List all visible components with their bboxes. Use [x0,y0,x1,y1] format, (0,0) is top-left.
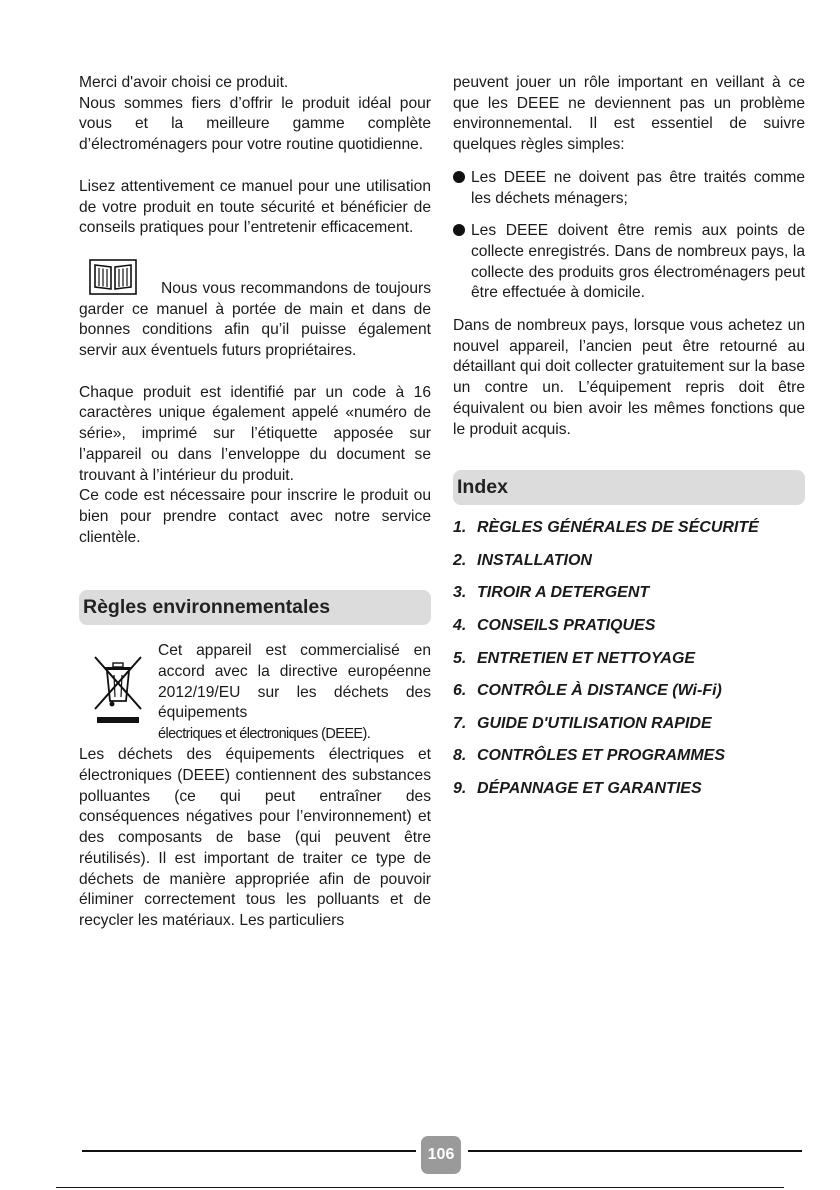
crossed-bin-icon [93,653,143,725]
weee-body-paragraph: Les déchets des équipements électriques et électroniques (DEEE) contiennent des substances polluantes (ce qui peut entraîner des conséquences négatives pour l’environnement) et des composants de base (qui peuvent être réutilisés). Il est important de traiter ce type de déchets de manière appropriée afin de pouvoir éliminer correctement tous les polluants et de recycler les matériaux. Les particuliers [79,746,431,929]
page-number-badge: 106 [421,1136,461,1174]
left-column [79,73,431,932]
environment-section-title: Règles environnementales [79,590,431,625]
keep-manual-block [79,259,431,362]
index-section-title: Index [453,470,805,505]
bullet-dot-icon [453,224,465,236]
weee-block [79,641,431,745]
index-item[interactable]: 2. INSTALLATION [453,551,592,569]
footer-rule-left [82,1150,416,1152]
read-manual-paragraph: Lisez attentivement ce manuel pour une utilisation de votre produit en toute sécurité et bénéficier de conseils pratiques pour l’entretenir efficacement. [79,177,431,237]
right-column [453,73,805,812]
serial-usage-paragraph: Ce code est nécessaire pour inscrire le produit ou bien pour prendre contact avec notre service clientèle. [79,487,431,546]
footer-rule-right [468,1150,802,1152]
index-item[interactable]: 1. RÈGLES GÉNÉRALES DE SÉCURITÉ [453,519,759,537]
index-item[interactable]: 6. CONTRÔLE À DISTANCE (Wi-Fi) [453,682,722,700]
weee-continued-paragraph: peuvent jouer un rôle important en veillant à ce que les DEEE ne deviennent pas un problème environnemental. Il est essentiel de suivre quelques règles simples: [453,74,805,154]
intro-pride: Nous sommes fiers d’offrir le produit idéal pour vous et la meilleure gamme complète d’électroménagers pour votre routine quotidienne. [79,94,431,154]
bullet-dot-icon [453,171,465,183]
weee-directive-text-end: électriques et électroniques (DEEE). [158,726,371,743]
open-book-icon [89,259,137,295]
retailer-paragraph: Dans de nombreux pays, lorsque vous achetez un nouvel appareil, l’ancien peut être retourné au détaillant qui doit collecter gratuitement sur la base un contre un. L’équipement repris doit être équivalent ou bien avoir les mêmes fonctions que le produit acquis. [453,317,805,438]
bullet-item [453,221,805,304]
index-item[interactable]: 9. DÉPANNAGE ET GARANTIES [453,780,702,797]
index-list [453,518,805,811]
weee-directive-text: Cet appareil est commercialisé en accord avec la directive européenne 2012/19/EU sur les déchets des équipements [158,642,431,722]
bullet-item [453,168,805,209]
index-item[interactable]: 8. CONTRÔLES ET PROGRAMMES [453,747,726,765]
index-item[interactable]: 4. CONSEILS PRATIQUES [453,617,656,635]
serial-paragraph: Chaque produit est identifié par un code à 16 caractères unique également appelé «numéro de série», imprimé sur l’étiquette apposée sur l’appareil ou dans l’enveloppe du document se trouvant à l’intérieur du produit. [79,383,431,484]
bullet-text: Les DEEE doivent être remis aux points de collecte enregistrés. Dans de nombreux pays, la collecte des produits gros électroménagers peut être effectuée à domicile. [471,222,805,302]
index-item[interactable]: 5. ENTRETIEN ET NETTOYAGE [453,649,696,667]
index-item[interactable]: 7. GUIDE D'UTILISATION RAPIDE [453,714,712,732]
intro-thanks: Merci d'avoir choisi ce produit. [79,74,289,91]
bullet-text: Les DEEE ne doivent pas être traités comme les déchets ménagers; [471,168,805,207]
keep-manual-paragraph: Nous vous recommandons de toujours garder ce manuel à portée de main et dans de bonnes conditions afin qu’il puisse également servir aux éventuels futurs propriétaires. [79,279,431,360]
index-item[interactable]: 3. TIROIR A DETERGENT [453,584,650,602]
bottom-rule [56,1187,784,1188]
